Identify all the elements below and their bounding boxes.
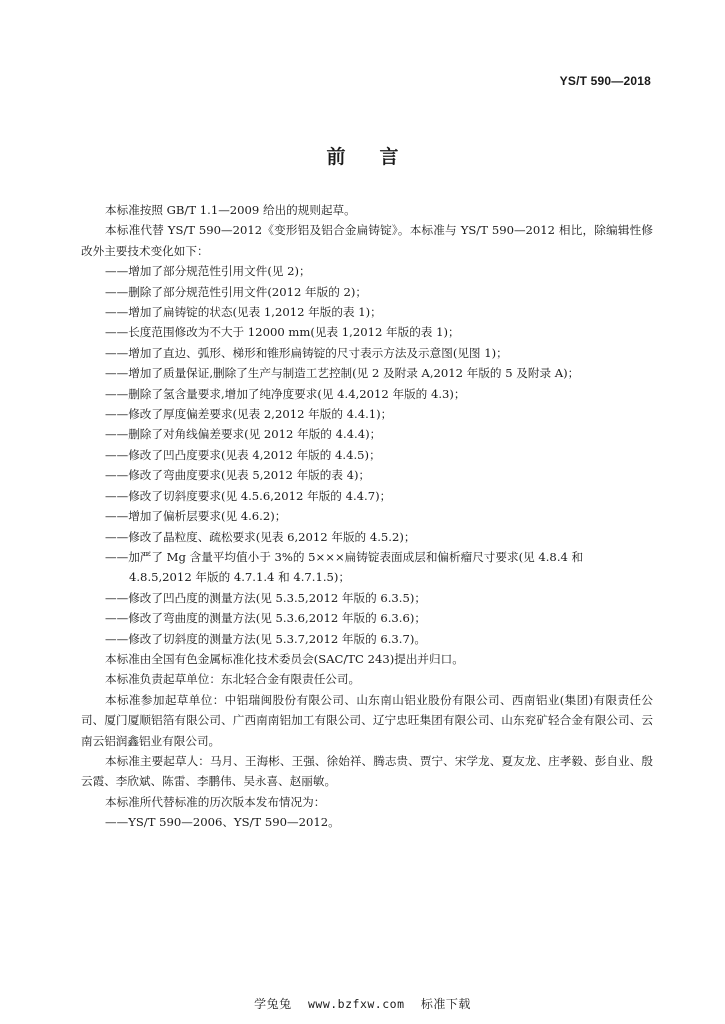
history-item: ——YS/T 590—2006、YS/T 590—2012。 xyxy=(105,815,340,830)
change-item: ——增加了部分规范性引用文件(见 2)； xyxy=(105,264,311,279)
change-item: ——删除了氢含量要求,增加了纯净度要求(见 4.4,2012 年版的 4.3)； xyxy=(105,386,466,401)
change-item-mg xyxy=(105,547,653,588)
page-title: 前言 xyxy=(326,146,433,168)
change-item: ——修改了凹凸度的测量方法(见 5.3.5,2012 年版的 6.3.5)； xyxy=(105,590,426,605)
change-item: ——增加了偏析层要求(见 4.6.2)； xyxy=(105,509,287,524)
change-item: ——删除了部分规范性引用文件(2012 年版的 2)； xyxy=(105,284,367,299)
footer-url[interactable]: www.bzfxw.com xyxy=(307,997,405,1011)
change-item: ——修改了弯曲度要求(见表 5,2012 年版的表 4)； xyxy=(105,468,371,483)
change-item: ——修改了弯曲度的测量方法(见 5.3.6,2012 年版的 6.3.6)； xyxy=(105,611,426,626)
change-item: ——修改了厚度偏差要求(见表 2,2012 年版的 4.4.1)； xyxy=(105,407,393,422)
change-item: ——增加了扁铸锭的状态(见表 1,2012 年版的表 1)； xyxy=(105,305,382,320)
intro-paragraph: 本标准代替 YS/T 590—2012《变形铝及铝合金扁铸锭》。本标准与 YS/T 590—2012 相比，除编辑性修改外主要技术变化如下： xyxy=(81,223,653,258)
change-item-mg-line2: 4.8.5,2012 年版的 4.7.1.4 和 4.7.1.5)； xyxy=(129,570,351,585)
change-item: ——修改了切斜度要求(见 4.5.6,2012 年版的 4.4.7)； xyxy=(105,488,392,503)
history-paragraph: 本标准所代替标准的历次版本发布情况为： xyxy=(105,794,326,809)
foreword-body xyxy=(81,200,653,833)
standard-code: YS/T 590—2018 xyxy=(559,74,651,88)
footer-watermark xyxy=(0,995,725,1012)
footer-site-name: 学兔兔 xyxy=(254,997,292,1011)
change-item: ——修改了晶粒度、疏松要求(见表 6,2012 年版的 4.5.2)； xyxy=(105,529,416,544)
change-item: ——修改了切斜度的测量方法(见 5.3.7,2012 年版的 6.3.7)。 xyxy=(105,631,426,646)
lead-drafter-paragraph: 本标准负责起草单位：东北轻合金有限责任公司。 xyxy=(105,672,361,687)
participating-drafters-paragraph: 本标准参加起草单位：中铝瑞闽股份有限公司、山东南山铝业股份有限公司、西南铝业(集团)有限责任公司、厦门厦顺铝箔有限公司、广西南南铝加工有限公司、辽宁忠旺集团有限公司、山东兖矿轻合金有限公司、云南云铝润鑫铝业有限公司。 xyxy=(81,692,653,748)
main-drafters-paragraph: 本标准主要起草人：马月、王海彬、王强、徐始祥、腾志贵、贾宁、宋学龙、夏友龙、庄孝毅、彭自业、殷云霞、李欣斌、陈雷、李鹏伟、吴永喜、赵丽敏。 xyxy=(81,753,653,789)
change-item-mg-line1: ——加严了 Mg 含量平均值小于 3%的 5×××扁铸锭表面成层和偏析瘤尺寸要求(见 4.8.4 和 xyxy=(105,549,584,564)
change-item: ——增加了直边、弧形、梯形和锥形扁铸锭的尺寸表示方法及示意图(见图 1)； xyxy=(105,345,508,360)
footer-slogan: 标准下载 xyxy=(420,997,471,1011)
committee-paragraph: 本标准由全国有色金属标准化技术委员会(SAC/TC 243)提出并归口。 xyxy=(105,651,464,666)
change-item: ——修改了凹凸度要求(见表 4,2012 年版的 4.4.5)； xyxy=(105,447,381,462)
change-item: ——增加了质量保证,删除了生产与制造工艺控制(见 2 及附录 A,2012 年版的 5 及附录 A)； xyxy=(105,366,580,381)
intro-paragraph: 本标准按照 GB/T 1.1—2009 给出的规则起草。 xyxy=(105,203,356,217)
change-item: ——长度范围修改为不大于 12000 mm(见表 1,2012 年版的表 1)； xyxy=(105,325,460,340)
change-item: ——删除了对角线偏差要求(见 2012 年版的 4.4.4)； xyxy=(105,427,382,442)
